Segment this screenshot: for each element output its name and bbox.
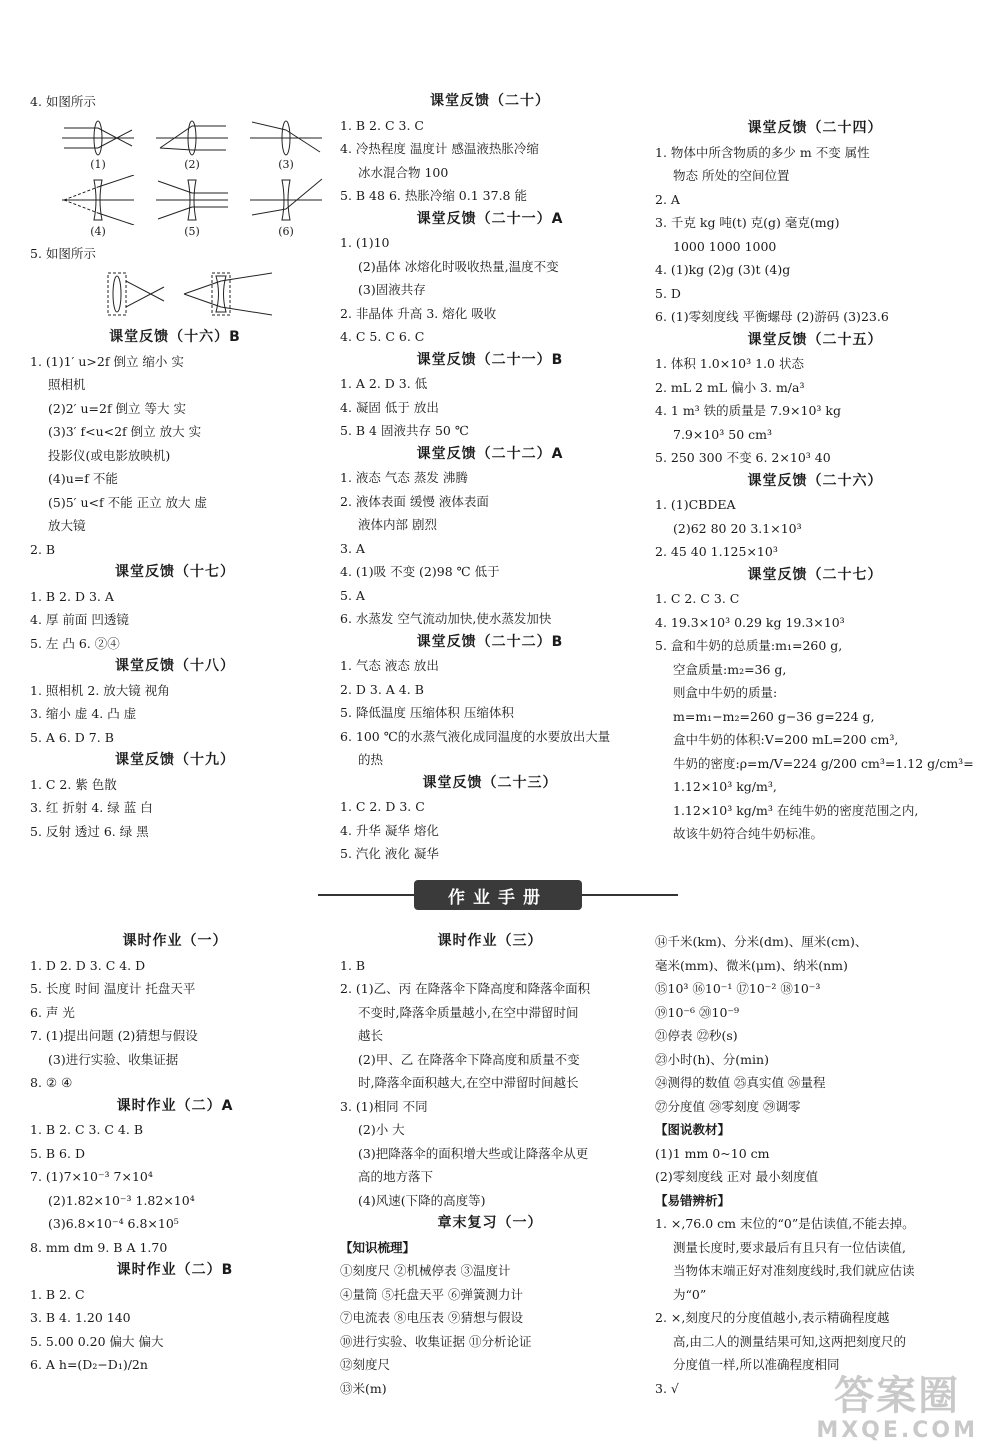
homework-column-3	[655, 930, 975, 1400]
lens-diagram-2	[154, 118, 230, 158]
homework-column-2	[340, 930, 640, 1400]
answer-line: 物态 所处的空间位置	[673, 168, 790, 183]
answer-line: 高的地方落下	[358, 1169, 434, 1184]
fig-label: (5)	[184, 224, 200, 238]
sub-heading: 【易错辨析】	[655, 1192, 731, 1208]
answer-line: 2. (1)乙、丙 在降落伞下降高度和降落伞面积	[340, 981, 591, 996]
answer-line: 7. (1)提出问题 (2)猜想与假设	[30, 1028, 198, 1043]
answer-line: 2. ×,刻度尺的分度值越小,表示精确程度越	[655, 1310, 890, 1325]
answer-line: 3. B 4. 1.20 140	[30, 1310, 131, 1325]
section-heading: 课堂反馈（二十三）	[422, 774, 558, 791]
answer-line: 盒中牛奶的体积:V=200 mL=200 cm³,	[673, 732, 899, 747]
fig-label: (6)	[278, 224, 294, 238]
answer-line: 5. A	[340, 587, 365, 603]
watermark-logo: 答案圈	[834, 1373, 961, 1419]
answer-line: 5. 反射 透过 6. 绿 黑	[30, 823, 149, 839]
lens-diagram-4	[60, 175, 136, 225]
answer-line: ㉗分度值 ㉘零刻度 ㉙调零	[655, 1098, 801, 1114]
answer-line: (3)把降落伞的面积增大些或让降落伞从更	[358, 1145, 589, 1161]
answer-line: (2)零刻度线 正对 最小刻度值	[655, 1169, 819, 1184]
answer-line: 6. (1)零刻度线 平衡螺母 (2)游码 (3)23.6	[655, 309, 889, 324]
section-heading: 课堂反馈（二十）	[430, 93, 550, 109]
banner-title: 作业手册	[414, 880, 582, 910]
answer-line: 6. 声 光	[30, 1004, 75, 1020]
section-heading: 课堂反馈（二十四）	[747, 120, 883, 136]
answer-line: 牛奶的密度:ρ=m/V=224 g/200 cm³=1.12 g/cm³=	[673, 755, 974, 771]
answer-line: 5. B 6. D	[30, 1145, 85, 1161]
answer-line: (2)晶体 冰熔化时吸收热量,温度不变	[358, 258, 559, 274]
answer-line: 1000 1000 1000	[673, 238, 777, 254]
lens-box-diagram	[100, 269, 280, 319]
answer-line: 1. B 2. C 3. C 4. B	[30, 1122, 144, 1137]
answer-line: 2. 45 40 1.125×10³	[655, 544, 778, 559]
answer-line: 5. 左 凸 6. ②④	[30, 635, 120, 651]
answer-line: (4)u=f 不能	[48, 471, 118, 486]
answer-line: 毫米(mm)、微米(μm)、纳米(nm)	[655, 957, 848, 973]
answer-line: 4. 凝固 低于 放出	[340, 399, 439, 415]
sub-heading: 【图说教材】	[655, 1122, 731, 1137]
section-heading: 课堂反馈（十八）	[115, 658, 235, 674]
lens-diagram-3	[248, 118, 324, 158]
answer-line: m=m₁−m₂=260 g−36 g=224 g,	[673, 708, 875, 724]
answer-line: 5. B 48 6. 热胀冷缩 0.1 37.8 能	[340, 188, 527, 203]
answer-line: (1)1 mm 0~10 cm	[655, 1145, 770, 1161]
answer-line: 故该牛奶符合纯牛奶标准。	[673, 826, 824, 841]
section-heading: 课堂反馈（二十五）	[747, 331, 883, 348]
answer-line: 液体内部 剧烈	[358, 517, 437, 532]
answer-line: (5)5′ u<f 不能 正立 放大 虚	[48, 494, 208, 510]
answer-line: 3. 红 折射 4. 绿 蓝 白	[30, 800, 153, 815]
answer-line: 4. (1)kg (2)g (3)t (4)g	[655, 262, 791, 277]
answer-line: 投影仪(或电影放映机)	[48, 447, 171, 463]
answer-line: 7.9×10³ 50 cm³	[673, 426, 772, 442]
answer-line: 空盒质量:m₂=36 g,	[673, 661, 787, 677]
answer-line: 2. B	[30, 541, 56, 557]
answer-line: 1. 体积 1.0×10³ 1.0 状态	[655, 356, 804, 371]
section-heading: 课堂反馈（二十六）	[747, 472, 883, 489]
answer-line: 6. 水蒸发 空气流动加快,使水蒸发加快	[340, 611, 552, 626]
answer-line: 1.12×10³ kg/m³ 在纯牛奶的密度范围之内,	[673, 802, 919, 818]
section-heading: 课堂反馈（十九）	[115, 752, 235, 768]
answer-line: 高,由二人的测量结果可知,这两把刻度尺的	[673, 1333, 906, 1349]
section-heading: 课时作业（一）	[122, 933, 228, 949]
answer-line: 4. 19.3×10³ 0.29 kg 19.3×10³	[655, 614, 845, 630]
answer-line: 1. D 2. D 3. C 4. D	[30, 957, 146, 973]
answer-line: ⑩进行实验、收集证据 ⑪分析论证	[340, 1333, 532, 1349]
answer-line: 4. 厚 前面 凹透镜	[30, 612, 129, 627]
answer-line: 3. √	[655, 1380, 679, 1396]
answer-line: 4. C 5. C 6. C	[340, 329, 425, 344]
answer-line: 则盒中牛奶的质量:	[673, 685, 778, 700]
answer-line: 1. B 2. D 3. A	[30, 588, 114, 604]
answer-line: ⑭千米(km)、分米(dm)、厘米(cm)、	[655, 934, 868, 949]
answer-line: ⑦电流表 ⑧电压表 ⑨猜想与假设	[340, 1310, 523, 1325]
answer-line: ④量筒 ⑤托盘天平 ⑥弹簧测力计	[340, 1286, 523, 1302]
answer-line: 3. A	[340, 540, 365, 556]
answer-line: (3)6.8×10⁻⁴ 6.8×10⁵	[48, 1216, 179, 1231]
answer-line: ⑮10³ ⑯10⁻¹ ⑰10⁻² ⑱10⁻³	[655, 981, 821, 996]
answer-line: 1. (1)CBDEA	[655, 497, 736, 512]
answer-line: 的热	[358, 752, 384, 767]
section-heading: 章末复习（一）	[437, 1215, 543, 1231]
answer-line: 5. D	[655, 285, 681, 301]
answer-column-2	[340, 90, 640, 866]
fig-label: (2)	[184, 157, 200, 171]
answer-line: 6. A h=(D₂−D₁)/2n	[30, 1357, 148, 1372]
answer-line: 1. B 2. C	[30, 1286, 85, 1302]
answer-line: 为“0”	[673, 1286, 707, 1302]
answer-line: 2. 液体表面 缓慢 液体表面	[340, 493, 489, 509]
lens-figure-row-5	[30, 269, 320, 322]
answer-line: 2. A	[655, 191, 680, 207]
sub-heading: 【知识梳理】	[340, 1239, 416, 1255]
answer-line: 当物体末端正好对准刻度线时,我们就应估读	[673, 1263, 915, 1278]
answer-line: ㉓小时(h)、分(min)	[655, 1051, 769, 1067]
answer-line: 1. C 2. D 3. C	[340, 799, 425, 814]
answer-line: (2)62 80 20 3.1×10³	[673, 520, 802, 536]
lens-figure-row-concave	[30, 175, 320, 238]
answer-line: 分度值一样,所以准确程度相同	[673, 1357, 840, 1372]
answer-line: 8. mm dm 9. B A 1.70	[30, 1239, 168, 1255]
answer-column-3	[655, 117, 975, 846]
answer-line: 时,降落伞面积越大,在空中滞留时间越长	[358, 1075, 579, 1090]
answer-line: 冰水混合物 100	[358, 164, 449, 180]
watermark-url: MXQE.COM	[816, 1418, 978, 1443]
answer-line: (2)1.82×10⁻³ 1.82×10⁴	[48, 1192, 195, 1208]
answer-line: (3)3′ f<u<2f 倒立 放大 实	[48, 424, 202, 439]
answer-line: 4. 升华 凝华 熔化	[340, 822, 439, 838]
answer-line: 5. 降低温度 压缩体积 压缩体积	[340, 705, 514, 720]
answer-line: 1. B	[340, 957, 366, 973]
answer-line: ⑫刻度尺	[340, 1357, 391, 1372]
answer-line: 4. 如图所示	[30, 94, 96, 109]
section-heading: 课堂反馈（二十七）	[747, 566, 883, 583]
answer-line: 5. 盒和牛奶的总质量:m₁=260 g,	[655, 638, 843, 653]
answer-line: 3. 千克 kg 吨(t) 克(g) 毫克(mg)	[655, 215, 840, 230]
section-heading: 课时作业（三）	[437, 933, 543, 949]
homework-column-1	[30, 930, 320, 1377]
answer-line: 不变时,降落伞质量越小,在空中滞留时间	[358, 1004, 579, 1020]
answer-line: 1.12×10³ kg/m³,	[673, 779, 777, 794]
answer-line: 3. (1)相同 不同	[340, 1098, 428, 1114]
answer-line: 4. 1 m³ 铁的质量是 7.9×10³ kg	[655, 403, 841, 418]
answer-line: 1. ×,76.0 cm 末位的“0”是估读值,不能去掉。	[655, 1216, 915, 1231]
lens-diagram-1	[60, 118, 136, 158]
answer-line: 1. C 2. C 3. C	[655, 591, 740, 606]
section-heading: 课堂反馈（二十二）A	[416, 445, 564, 462]
answer-line: 2. 非晶体 升高 3. 熔化 吸收	[340, 305, 497, 321]
answer-line: 5. A 6. D 7. B	[30, 729, 114, 745]
section-heading: 课堂反馈（二十二）B	[416, 633, 564, 650]
answer-line: ⑬米(m)	[340, 1380, 387, 1396]
answer-line: 3. 缩小 虚 4. 凸 虚	[30, 706, 137, 721]
answer-line: 5. 长度 时间 温度计 托盘天平	[30, 981, 196, 996]
answer-line: 1. 物体中所含物质的多少 m 不变 属性	[655, 144, 870, 160]
fig-label: (3)	[278, 157, 294, 171]
answer-line: ①刻度尺 ②机械停表 ③温度计	[340, 1263, 511, 1278]
section-heading: 课堂反馈（十七）	[115, 564, 235, 580]
section-heading: 课时作业（二）B	[116, 1262, 234, 1278]
fig-label: (4)	[90, 224, 106, 238]
section-heading: 课时作业（二）A	[116, 1097, 234, 1114]
answer-line: 越长	[358, 1028, 384, 1043]
answer-line: ㉑停表 ㉒秒(s)	[655, 1028, 738, 1043]
section-banner	[318, 880, 678, 910]
answer-line: (3)进行实验、收集证据	[48, 1051, 179, 1067]
answer-line: ⑲10⁻⁶ ⑳10⁻⁹	[655, 1004, 740, 1020]
lens-figure-row-convex	[30, 118, 320, 171]
watermark	[816, 1374, 978, 1443]
answer-line: 5. 5.00 0.20 偏大 偏大	[30, 1333, 164, 1349]
answer-line: 1. (1)1′ u>2f 倒立 缩小 实	[30, 353, 184, 369]
answer-line: 4. (1)吸 不变 (2)98 ℃ 低于	[340, 564, 500, 579]
answer-line: 7. (1)7×10⁻³ 7×10⁴	[30, 1169, 153, 1184]
answer-line: 5. 250 300 不变 6. 2×10³ 40	[655, 450, 831, 465]
answer-column-1	[30, 90, 320, 843]
answer-line: (2)2′ u=2f 倒立 等大 实	[48, 400, 186, 416]
answer-line: 1. 气态 液态 放出	[340, 658, 439, 673]
lens-diagram-6	[248, 175, 324, 225]
section-heading: 课堂反馈（十六）B	[109, 329, 241, 345]
answer-line: 1. 照相机 2. 放大镜 视角	[30, 682, 170, 698]
lens-diagram-5	[154, 175, 230, 225]
fig-label: (1)	[90, 157, 106, 171]
section-heading: 课堂反馈（二十一）A	[416, 210, 564, 227]
answer-line: 4. 冷热程度 温度计 感温液热胀冷缩	[340, 141, 539, 156]
answer-line: 8. ② ④	[30, 1075, 73, 1090]
answer-line: 1. 液态 气态 蒸发 沸腾	[340, 470, 468, 485]
answer-line: 1. A 2. D 3. 低	[340, 376, 428, 391]
answer-line: 1. B 2. C 3. C	[340, 117, 424, 133]
answer-line: 2. D 3. A 4. B	[340, 681, 424, 697]
answer-line: 5. 汽化 液化 凝华	[340, 846, 439, 861]
answer-line: 测量长度时,要求最后有且只有一位估读值,	[673, 1239, 906, 1255]
answer-line: ㉔测得的数值 ㉕真实值 ㉖量程	[655, 1075, 826, 1090]
answer-line: 5. B 4 固液共存 50 ℃	[340, 423, 469, 438]
answer-line: 放大镜	[48, 518, 86, 533]
answer-line: (3)固液共存	[358, 282, 426, 297]
answer-line: 1. (1)10	[340, 235, 390, 250]
answer-line: 5. 如图所示	[30, 245, 96, 261]
answer-line: (4)风速(下降的高度等)	[358, 1192, 486, 1208]
section-heading: 课堂反馈（二十一）B	[416, 351, 564, 368]
answer-line: (2)小 大	[358, 1122, 405, 1137]
answer-line: (2)甲、乙 在降落伞下降高度和质量不变	[358, 1051, 580, 1067]
answer-line: 照相机	[48, 377, 86, 392]
answer-line: 1. C 2. 紫 色散	[30, 776, 117, 792]
answer-line: 6. 100 ℃的水蒸气液化成同温度的水要放出大量	[340, 728, 611, 744]
answer-line: 2. mL 2 mL 偏小 3. m/a³	[655, 379, 805, 395]
